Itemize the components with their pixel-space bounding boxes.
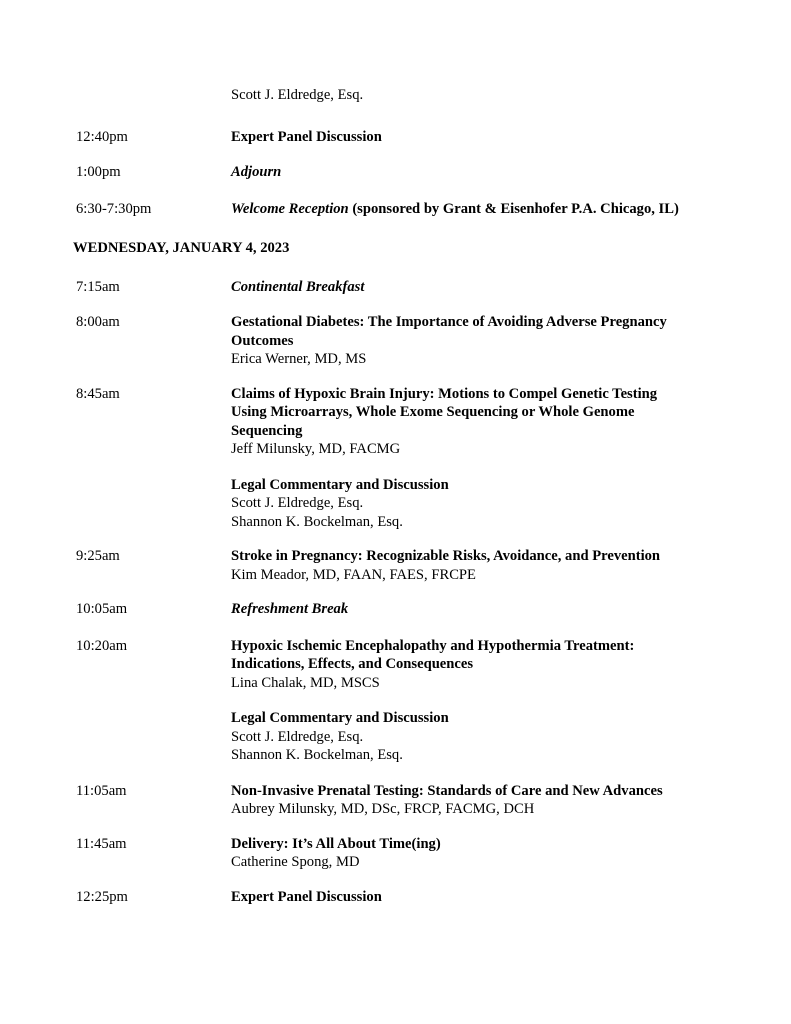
agenda-content xyxy=(231,313,743,369)
agenda-time: 10:05am xyxy=(76,601,128,617)
speaker-name: Aubrey Milunsky, MD, DSc, FRCP, FACMG, DCH xyxy=(231,801,535,817)
session-title-line: Sequencing xyxy=(231,422,303,439)
session-title: Continental Breakfast xyxy=(231,278,365,295)
speaker-name: Scott J. Eldredge, Esq. xyxy=(231,495,364,511)
agenda-row xyxy=(73,782,743,819)
session-title xyxy=(231,200,743,219)
spacer xyxy=(73,182,743,200)
agenda-time: 11:05am xyxy=(76,782,127,799)
speaker-name: Shannon K. Bockelman, Esq. xyxy=(231,513,403,530)
spacer xyxy=(73,819,743,835)
session-title-line: Outcomes xyxy=(231,332,294,349)
agenda-time: 11:45am xyxy=(76,835,127,852)
session-title-line: Hypoxic Ischemic Encephalopathy and Hypothermia Treatment: xyxy=(231,637,635,654)
agenda-time: 10:20am xyxy=(76,637,128,654)
spacer xyxy=(73,218,743,239)
agenda-content xyxy=(231,637,743,765)
agenda-content xyxy=(231,385,743,532)
spacer xyxy=(73,619,743,637)
session-title: Delivery: It’s All About Time(ing) xyxy=(231,835,441,852)
session-title xyxy=(231,385,743,441)
speaker-name: Catherine Spong, MD xyxy=(231,854,360,870)
day-header: WEDNESDAY, JANUARY 4, 2023 xyxy=(73,240,290,256)
agenda-row xyxy=(73,313,743,369)
agenda-row xyxy=(73,200,743,219)
agenda-content xyxy=(231,547,743,584)
session-title: Stroke in Pregnancy: Recognizable Risks, Avoidance, and Prevention xyxy=(231,548,661,564)
speaker-name: Kim Meador, MD, FAAN, FAES, FRCPE xyxy=(231,566,476,583)
spacer xyxy=(73,584,743,600)
speaker-name: Scott J. Eldredge, Esq. xyxy=(231,87,364,103)
agenda-row xyxy=(73,385,743,532)
agenda-content xyxy=(231,278,743,297)
session-title-line: Gestational Diabetes: The Importance of Avoiding Adverse Pregnancy xyxy=(231,314,667,330)
session-title xyxy=(231,637,743,674)
speaker-name: Scott J. Eldredge, Esq. xyxy=(231,728,364,745)
spacer xyxy=(73,369,743,385)
session-title-line: Using Microarrays, Whole Exome Sequencing or Whole Genome xyxy=(231,404,635,420)
session-title: Adjourn xyxy=(231,164,282,180)
agenda-content xyxy=(231,163,743,182)
agenda-row xyxy=(73,128,743,147)
agenda-content xyxy=(231,128,743,147)
speaker-name: Shannon K. Bockelman, Esq. xyxy=(231,747,403,763)
agenda-time: 12:25pm xyxy=(76,888,128,905)
spacer xyxy=(73,258,743,278)
agenda-row xyxy=(73,86,743,105)
speaker-name: Jeff Milunsky, MD, FACMG xyxy=(231,441,401,457)
session-title-line: Claims of Hypoxic Brain Injury: Motions to Compel Genetic Testing xyxy=(231,385,658,402)
session-title: Expert Panel Discussion xyxy=(231,888,382,905)
spacer xyxy=(73,146,743,163)
agenda-content xyxy=(231,835,743,872)
agenda-time: 8:45am xyxy=(76,385,120,402)
agenda-time: 6:30-7:30pm xyxy=(76,200,152,217)
agenda-row xyxy=(73,547,743,584)
spacer xyxy=(73,765,743,782)
agenda-row xyxy=(73,600,743,619)
spacer xyxy=(73,872,743,888)
agenda-content xyxy=(231,888,743,907)
agenda-time: 8:00am xyxy=(76,314,120,330)
agenda-list xyxy=(73,86,743,906)
agenda-content xyxy=(231,782,743,819)
session-title: Expert Panel Discussion xyxy=(231,128,382,145)
agenda-row xyxy=(73,278,743,297)
subsession-title: Legal Commentary and Discussion xyxy=(231,710,449,726)
speaker-name: Erica Werner, MD, MS xyxy=(231,351,367,367)
subsession-title: Legal Commentary and Discussion xyxy=(231,476,449,493)
agenda-row xyxy=(73,888,743,907)
spacer xyxy=(73,105,743,128)
spacer xyxy=(231,692,743,709)
session-title xyxy=(231,313,743,350)
agenda-time: 9:25am xyxy=(76,548,120,564)
session-title-emphasis: Welcome Reception xyxy=(231,200,349,217)
agenda-time: 7:15am xyxy=(76,278,120,295)
session-title-sponsor: (sponsored by Grant & Eisenhofer P.A. Chicago, IL) xyxy=(348,200,679,217)
agenda-time: 12:40pm xyxy=(76,128,128,145)
agenda-row xyxy=(73,835,743,872)
session-title-line: Indications, Effects, and Consequences xyxy=(231,656,474,672)
agenda-row xyxy=(73,637,743,765)
agenda-content xyxy=(231,200,743,219)
agenda-content xyxy=(231,600,743,619)
speaker-name: Lina Chalak, MD, MSCS xyxy=(231,674,380,691)
agenda-content xyxy=(231,86,743,105)
session-title: Non-Invasive Prenatal Testing: Standards of Care and New Advances xyxy=(231,782,663,799)
session-title: Refreshment Break xyxy=(231,601,349,617)
spacer xyxy=(73,296,743,313)
agenda-time: 1:00pm xyxy=(76,164,121,180)
spacer xyxy=(231,459,743,476)
spacer xyxy=(73,531,743,547)
agenda-row xyxy=(73,163,743,182)
